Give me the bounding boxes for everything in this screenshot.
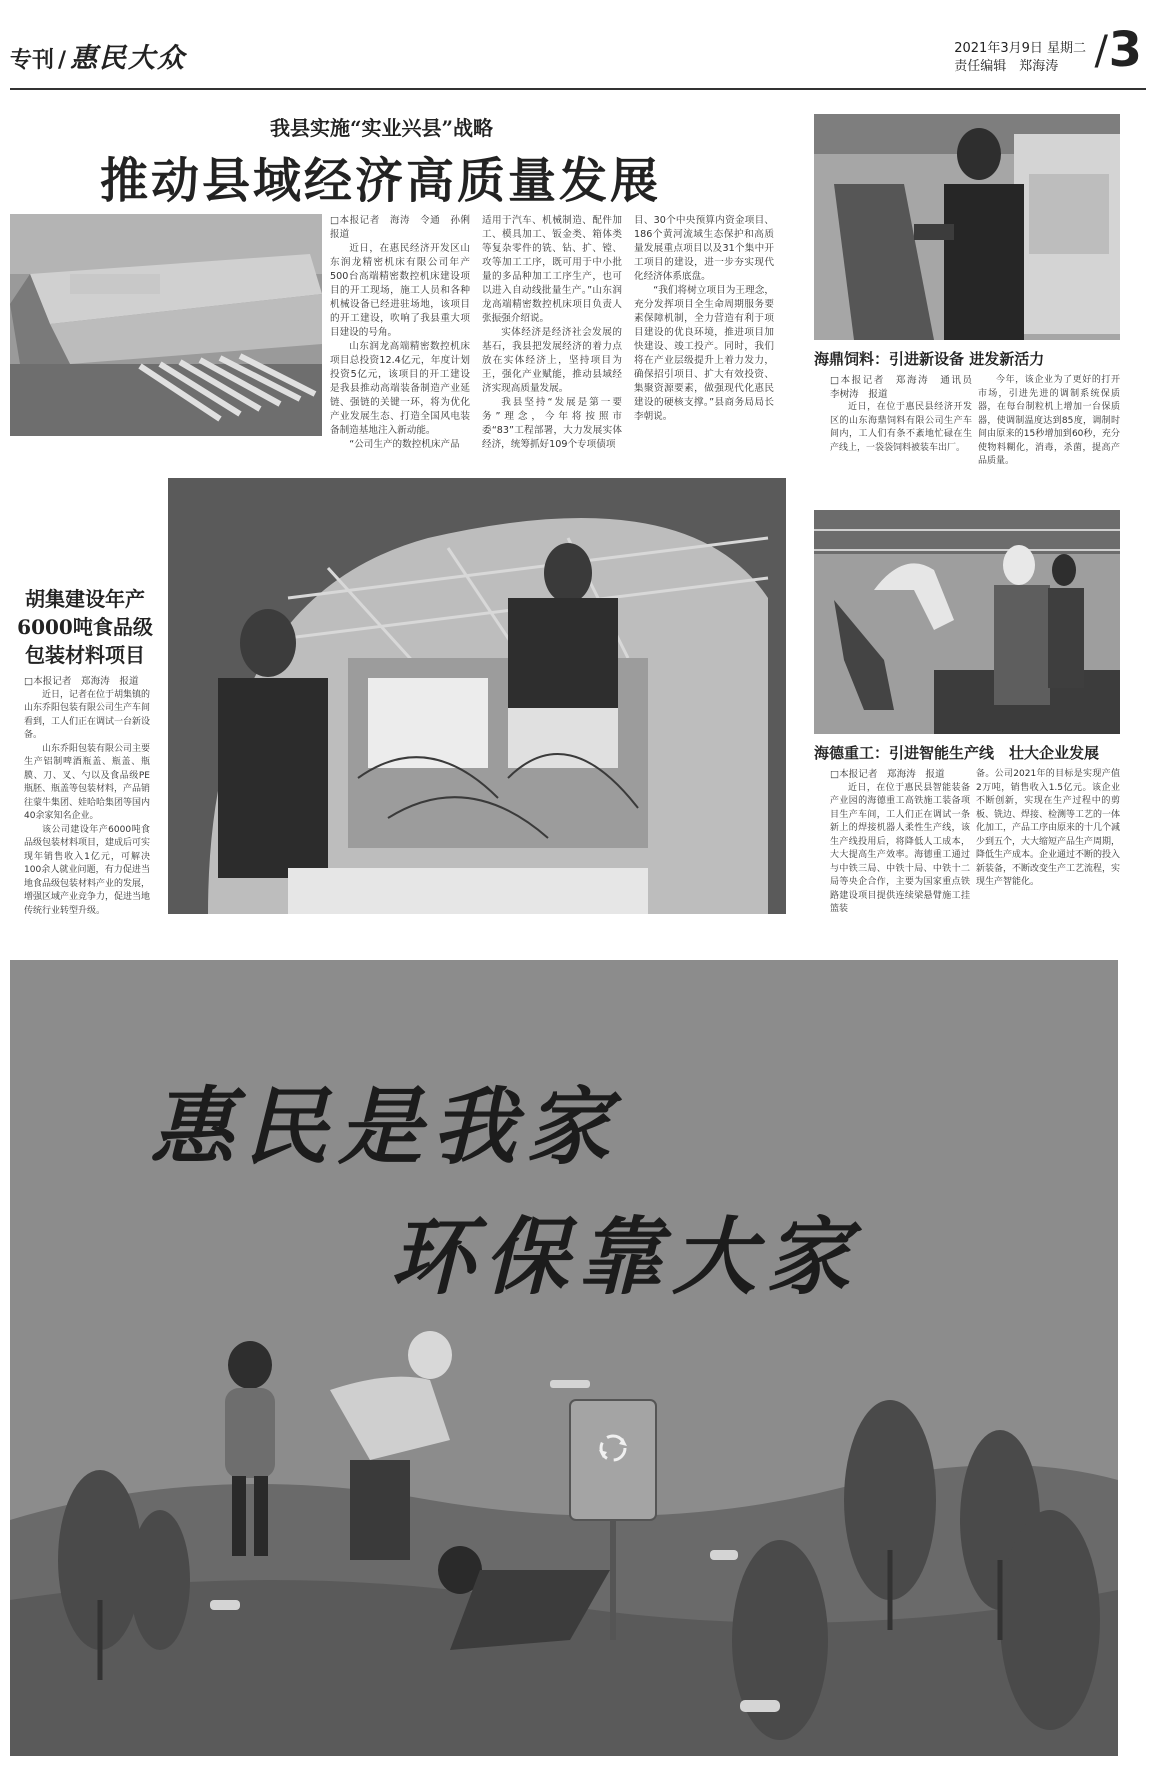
poster-slogan-line1: 惠民是我家 — [150, 1077, 621, 1176]
section-name: 专刊 — [10, 48, 55, 73]
side-paragraph: 近日，记者在位于胡集镇的山东乔阳包装有限公司生产车间看到，工人们正在调试一台新设备。 — [24, 689, 151, 740]
issue-editor: 责任编辑 郑海涛 — [954, 59, 1059, 74]
haiding-caption: 海鼎饲料：引进新设备 进发新活力 — [814, 350, 1045, 368]
haiding-column-2 — [978, 374, 1120, 469]
main-column-2 — [482, 214, 622, 450]
main-column-1 — [330, 214, 480, 450]
main-paragraph: “公司生产的数控机床产品 — [349, 439, 460, 450]
issue-info — [954, 40, 1086, 76]
page-header — [10, 22, 1146, 78]
haiding-byline: □本报记者 郑海涛 通讯员 李树涛 报道 — [830, 375, 982, 400]
main-paragraph: 山东润龙高端精密数控机床项目总投资12.4亿元，年度计划投资5亿元，该项目的开工建设是我县推动高端装备制造产业延链、强链的关键一环，将为优化产业发展生态、打造全国风电装备制造基地注入新动能。 — [330, 341, 470, 436]
main-paragraph: 近日，在惠民经济开发区山东润龙精密机床有限公司年产500台高端精密数控机床建设项目的开工现场，施工人员和各种机械设备已经进驻场地，该项目的开工建设，吹响了我县重大项目建设的号角。 — [330, 243, 470, 338]
main-byline: □本报记者 海涛 令通 孙俐 报道 — [330, 215, 480, 240]
haide-robot-image — [814, 510, 1120, 734]
haide-caption: 海德重工：引进智能生产线 壮大企业发展 — [814, 744, 1100, 762]
haide-column-2 — [976, 768, 1120, 890]
main-column-3 — [634, 214, 774, 436]
newspaper-brand: 惠民大众 — [70, 43, 187, 74]
main-paragraph: “我们将树立项目为王理念，充分发挥项目全生命周期服务要素保障机制，全力营造有利于项目建设的优良环境，推进项目加快建设、竣工投产。同时，我们将在产业层级提升上着力发力，确保招引项目、扩大有效投资、集聚资源要素，做强现代化惠民建设的硬核支撑。”县商务局局长李朝说。 — [634, 285, 774, 422]
side-story-title: 胡集建设年产6000吨食品级包装材料项目 — [17, 587, 153, 667]
main-headline: 推动县域经济高质量发展 — [100, 153, 662, 209]
haide-paragraph: 近日，在位于惠民县智能装备产业园的海德重工高铁施工装备项目生产车间，工人们正在调试一条新上的焊接机器人柔性生产线，该生产线投用后，将降低人工成本，大大提高生产效率。海德重工通过与中铁三局、中铁十局、中铁十二局等央企合作，主要为国家重点铁路建设项目提供连续梁悬臂施工挂篮装 — [830, 782, 970, 914]
haide-paragraph: 备。公司2021年的目标是实现产值2万吨，销售收入1.5亿元。该企业不断创新，实现在生产过程中的剪板、铣边、焊接、检测等工艺的一体化加工，产品工序由原来的十几个减少到五个，大大缩短产品生产周期，降低生产成本。企业通过不断的投入新装备，不断改变生产工艺流程，实现生产智能化。 — [976, 769, 1121, 887]
haide-column-1 — [830, 768, 970, 917]
main-paragraph: 目、30个中央预算内资金项目、186个黄河流域生态保护和高质量发展重点项目以及31个集中开工项目的建设，进一步夯实现代化经济体系底盘。 — [634, 215, 774, 282]
main-paragraph: 我县坚持“发展是第一要务”理念，今年将按照市委“83”工程部署，大力发展实体经济，统筹抓好109个专项债项 — [482, 397, 622, 450]
packaging-machine-image — [168, 478, 786, 914]
side-story-body — [24, 675, 150, 915]
photo-haiding-feed — [814, 114, 1120, 340]
side-paragraph: 山东乔阳包装有限公司主要生产铝制啤酒瓶盖、瓶盖、瓶膜、刀、叉、勺以及食品级PE瓶胚、瓶盖等包装材料，产品销往蒙牛集团、娃哈哈集团等国内40余家知名企业。 — [24, 743, 151, 821]
haiding-paragraph: 近日，在位于惠民县经济开发区的山东海鼎饲料有限公司生产车间内，工人们有条不紊地忙碌在生产线上，一袋袋饲料被装车出厂。 — [830, 402, 972, 453]
main-kicker: 我县实施“实业兴县”战略 — [270, 116, 494, 140]
main-paragraph: 适用于汽车、机械制造、配件加工、模具加工、钣金类、箱体类等复杂零件的铣、钻、扩、镗、攻等加工工序，既可用于中小批量的多品种加工工序生产，也可以进入自动线批量生产。”山东润龙高端精密数控机床项目负责人张振强介绍说。 — [482, 215, 622, 324]
haiding-feed-image — [814, 114, 1120, 340]
header-divider: / — [58, 48, 67, 73]
photo-packaging-machine — [168, 478, 786, 914]
page-number: 3 — [1108, 22, 1142, 78]
haide-byline: □本报记者 郑海涛 报道 — [830, 769, 945, 780]
section-label — [10, 36, 186, 75]
side-byline: □本报记者 郑海涛 报道 — [24, 676, 139, 687]
photo-haide-robot — [814, 510, 1120, 734]
photo-factory-aerial — [10, 214, 322, 436]
page-number-divider: / — [1094, 28, 1108, 74]
factory-aerial-image — [10, 214, 322, 436]
haiding-column-1 — [830, 374, 982, 455]
recycle-icon — [595, 1430, 631, 1466]
environment-poster — [10, 960, 1118, 1756]
poster-slogan-line2: 环保靠大家 — [390, 1207, 861, 1306]
issue-date: 2021年3月9日 星期二 — [954, 41, 1086, 56]
side-paragraph: 该公司建设年产6000吨食品级包装材料项目，建成后可实现年销售收入1亿元，可解决100余人就业问题，有力促进当地食品级包装材料产业的发展，增强区域产业竞争力，促进当地传统行业转型升级。 — [24, 824, 151, 916]
header-rule — [10, 88, 1146, 90]
main-paragraph: 实体经济是经济社会发展的基石，我县把发展经济的着力点放在实体经济上，坚持项目为王，强化产业赋能，推动县域经济实现高质量发展。 — [482, 327, 622, 394]
haiding-paragraph: 今年，该企业为了更好的打开市场，引进先进的调制系统保质器，在每台制粒机上增加一台保质器，使调制温度达到85度，调制时间由原来的15秒增加到60秒，充分使物料糊化，消毒，杀菌，提高产品质量。 — [978, 375, 1120, 466]
